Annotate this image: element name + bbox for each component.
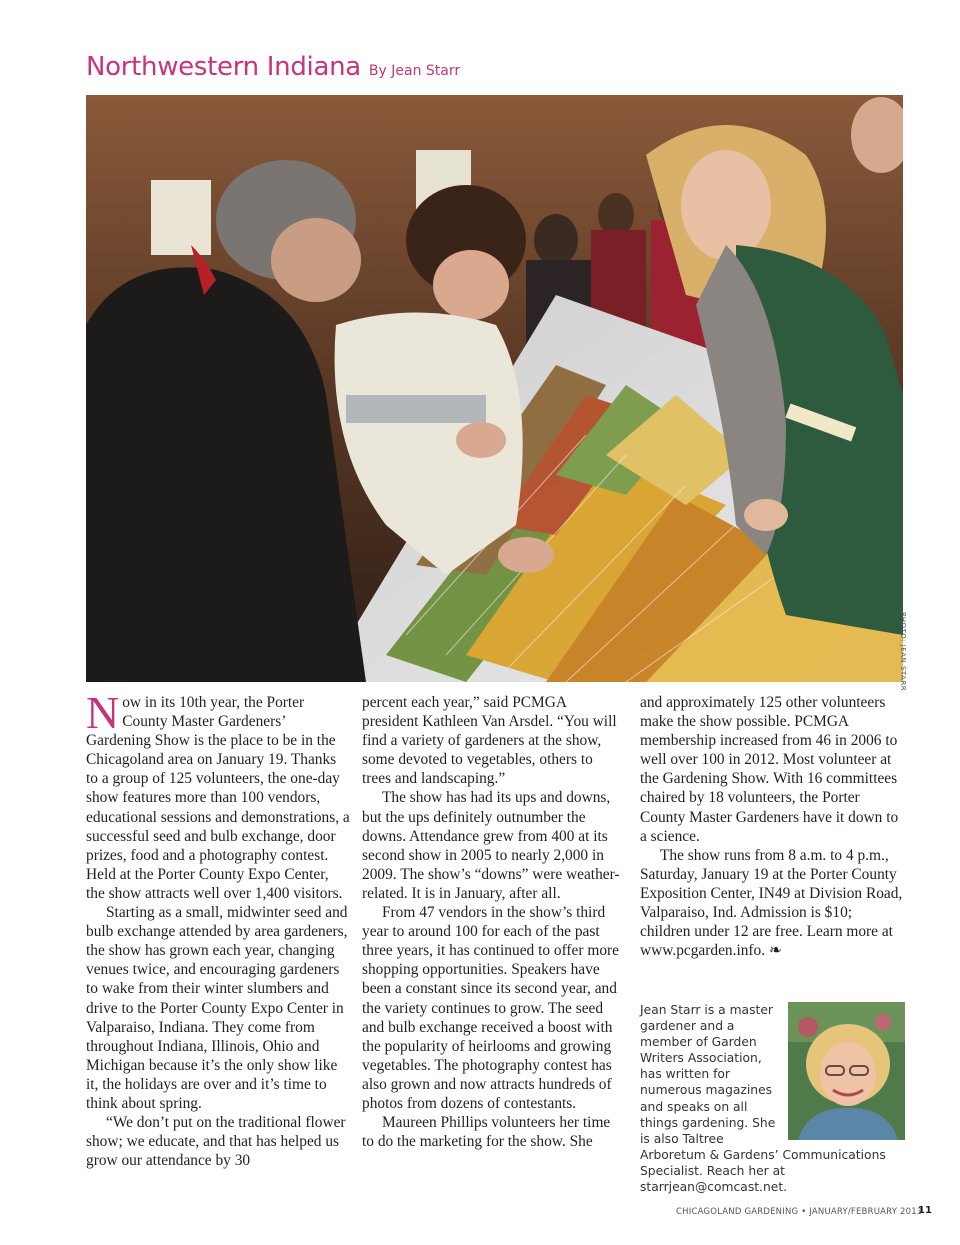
bio-text: Jean Starr is a master gardener and a member of Garden Writers Association, has written for numerous magazines and speaks on all things gardening. She is also Taltree Arboretum & Gardens’ Communications Specialist. Reach her at starrjean@comcast.net. <box>640 1003 886 1195</box>
photo-credit: PHOTO: JEAN STARR <box>899 612 907 692</box>
paragraph-text: The show runs from 8 a.m. to 4 p.m., Saturday, January 19 at the Porter County Exposition Center, IN49 at Division Road, Valparaiso, Ind. Admission is $10; children under 12 are free. Learn more at www.pcgarden.info. <box>640 846 903 960</box>
paragraph: The show has had its ups and downs, but the ups definitely outnumber the downs. Attendance grew from 400 at its second show in 2005 to nearly 2,000 in 2009. The show’s “downs” were weather-related. It is in January, after all. <box>362 789 620 902</box>
page-number: 11 <box>918 1205 932 1216</box>
drop-cap: N <box>86 687 120 738</box>
paragraph: and approximately 125 other volunteers make the show possible. PCMGA membership increased from 46 in 2006 to well over 100 in 2012. Most volunteer at the Gardening Show. With 16 committees chaired by 18 volunteers, the Porter County Master Gardeners have it down to a science. <box>640 694 899 845</box>
article-header <box>86 52 460 82</box>
author-photo <box>788 1002 905 1140</box>
paragraph: Maureen Phillips volunteers her time to do the marketing for the show. She <box>362 1114 611 1151</box>
author-bio <box>640 1002 905 1195</box>
paragraph <box>86 687 351 903</box>
paragraph-text: ow in its 10th year, the Porter County Master Gardeners’ Gardening Show is the place to be in the Chicagoland area on January 19. Thanks to a group of 125 volunteers, the one-day show features more than 100 vendors, educational sessions and demonstrations, a successful seed and bulb exchange, door prizes, food and a photography contest. Held at the Porter County Expo Center, the show attracts well over 1,400 visitors. <box>86 694 350 902</box>
article-column-2 <box>362 693 622 1151</box>
paragraph: “We don’t put on the traditional flower show; we educate, and that has helped us grow our attendance by 30 <box>86 1114 346 1170</box>
paragraph <box>640 846 905 961</box>
paragraph: percent each year,” said PCMGA president Kathleen Van Arsdel. “You will find a variety of gardeners at the show, some devoted to vegetables, others to trees and landscaping.” <box>362 694 617 788</box>
footer-publication: CHICAGOLAND GARDENING • JANUARY/FEBRUARY 2013 <box>676 1207 923 1217</box>
article-column-1 <box>86 687 351 1170</box>
article-column-3 <box>640 693 905 960</box>
seed-exchange-photo <box>86 95 903 682</box>
end-mark-icon: ❧ <box>768 942 782 960</box>
region-title: Northwestern Indiana <box>86 52 361 82</box>
paragraph: From 47 vendors in the show’s third year to around 100 for each of the past three years, it has continued to offer more shopping opportunities. Speakers have been a constant since its second year, and the variety continues to grow. The seed and bulb exchange received a boost with the popularity of heirlooms and growing vegetables. The photography contest has also grown and now attracts hundreds of photos from dozens of contestants. <box>362 904 619 1112</box>
byline: By Jean Starr <box>368 63 461 79</box>
paragraph: Starting as a small, midwinter seed and bulb exchange attended by area gardeners, the show has grown each year, changing venues twice, and encouraging gardeners to wake from their winter slumbers and drive to the Porter County Expo Center in Valparaiso, Indiana. They come from throughout Indiana, Illinois, Ohio and Michigan because it’s the only show like it, the holidays are over and it’s time to think about spring. <box>86 904 348 1112</box>
